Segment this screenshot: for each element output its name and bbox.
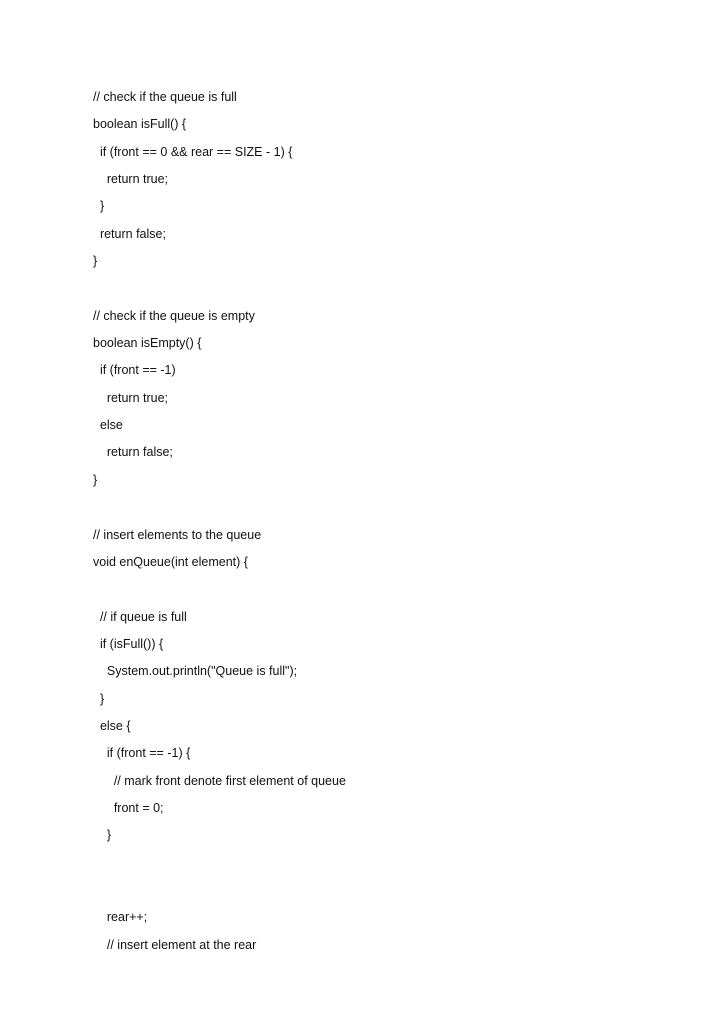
code-line: }: [93, 254, 98, 269]
code-block: [93, 84, 346, 959]
comment-line: // check if the queue is empty: [93, 308, 255, 323]
blank-line: [93, 275, 346, 302]
blank-line: [93, 850, 346, 877]
code-line: return false;: [93, 445, 173, 460]
code-line: }: [93, 199, 105, 214]
blank-line: [93, 576, 346, 603]
code-line: System.out.println("Queue is full");: [93, 664, 298, 679]
code-line: else: [93, 418, 123, 433]
code-line: return true;: [93, 390, 169, 405]
code-line: else {: [93, 718, 131, 733]
comment-line: // if queue is full: [93, 609, 187, 624]
code-line: }: [93, 828, 112, 843]
code-line: return true;: [93, 172, 169, 187]
code-line: }: [93, 691, 105, 706]
code-line: if (isFull()) {: [93, 636, 164, 651]
comment-line: // mark front denote first element of queue: [93, 773, 346, 788]
comment-line: // insert elements to the queue: [93, 527, 262, 542]
code-line: boolean isFull() {: [93, 117, 187, 132]
comment-line: // insert element at the rear: [93, 937, 257, 952]
code-line: void enQueue(int element) {: [93, 554, 248, 569]
code-line: if (front == -1): [93, 363, 176, 378]
code-line: boolean isEmpty() {: [93, 336, 202, 351]
code-line: return false;: [93, 226, 166, 241]
comment-line: // check if the queue is full: [93, 90, 237, 104]
code-line: rear++;: [93, 910, 148, 925]
code-line: if (front == -1) {: [93, 746, 191, 761]
blank-line: [93, 877, 346, 904]
code-line: if (front == 0 && rear == SIZE - 1) {: [93, 144, 293, 159]
code-line: }: [93, 472, 98, 487]
code-line: front = 0;: [93, 800, 164, 815]
blank-line: [93, 494, 346, 521]
